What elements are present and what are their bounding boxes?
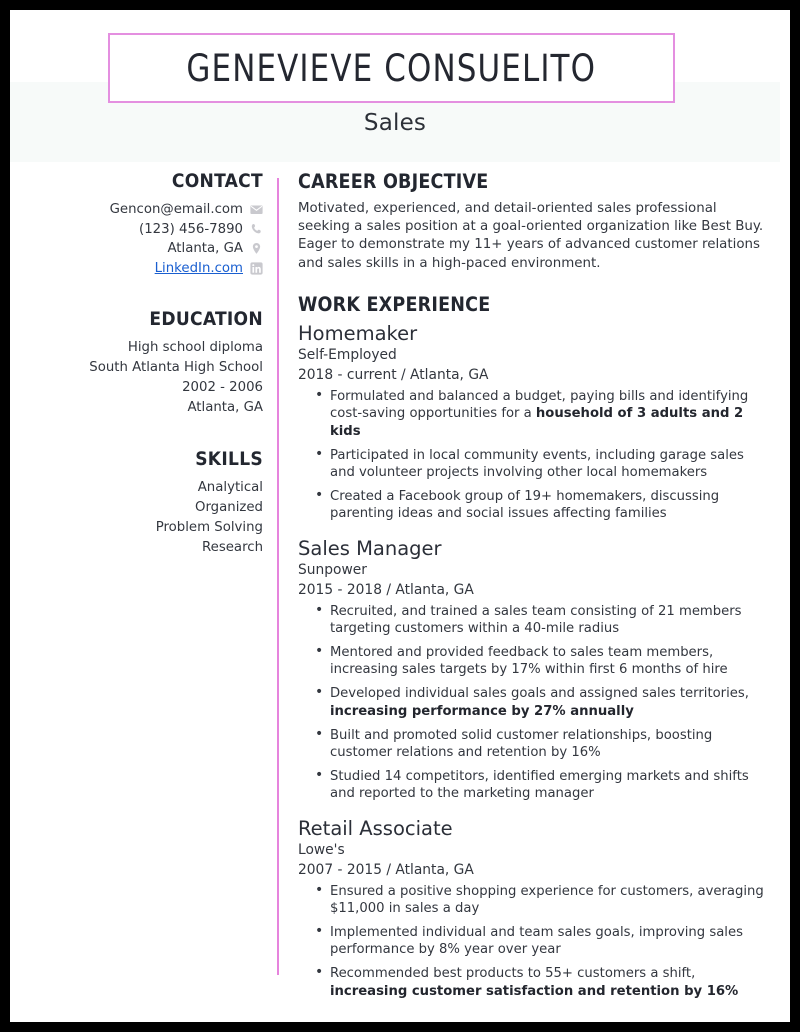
job-bullet: • Built and promoted solid customer relationships, boosting customer relations and retention by 16% xyxy=(298,727,768,762)
education-line: South Atlanta High School xyxy=(89,360,263,375)
contact-location-text: Atlanta, GA xyxy=(167,241,243,256)
contact-item-linkedin[interactable] xyxy=(10,259,263,279)
contact-item-email xyxy=(10,200,263,220)
career-objective-heading: CAREER OBJECTIVE xyxy=(298,170,489,193)
job-entry xyxy=(298,536,768,803)
envelope-icon xyxy=(250,203,263,216)
contact-heading: CONTACT xyxy=(171,170,263,192)
resume-body xyxy=(10,170,780,1022)
job-dates-location: 2018 - current / Atlanta, GA xyxy=(298,366,489,383)
education-line: 2002 - 2006 xyxy=(182,380,263,395)
contact-section xyxy=(10,170,263,278)
job-title: Retail Associate xyxy=(298,816,453,840)
job-title: Homemaker xyxy=(298,321,418,345)
education-line: High school diploma xyxy=(127,340,263,355)
job-bullet-list xyxy=(298,388,768,523)
job-entry xyxy=(298,321,768,523)
name-box xyxy=(108,33,675,103)
job-bullet: • Recruited, and trained a sales team consisting of 21 members targeting customers within a 40-mile radius xyxy=(298,603,768,638)
contact-item-location xyxy=(10,239,263,259)
job-bullet: • Ensured a positive shopping experience for customers, averaging $11,000 in sales a day xyxy=(298,883,768,918)
job-bullet: • Mentored and provided feedback to sales team members, increasing sales targets by 17% within first 6 months of hire xyxy=(298,644,768,679)
job-bullet-list xyxy=(298,883,768,1000)
header-job-title: Sales xyxy=(363,110,427,136)
job-employer: Self-Employed xyxy=(298,346,397,363)
phone-icon xyxy=(250,223,263,236)
job-title: Sales Manager xyxy=(298,536,442,560)
resume-page xyxy=(10,10,790,1022)
skill-item: Problem Solving xyxy=(155,520,263,535)
sidebar xyxy=(10,170,263,558)
job-bullet: • Implemented individual and team sales goals, improving sales performance by 8% year over year xyxy=(298,924,768,959)
job-dates-location: 2007 - 2015 / Atlanta, GA xyxy=(298,861,474,878)
column-divider xyxy=(277,178,279,975)
education-section xyxy=(10,308,263,418)
linkedin-icon[interactable] xyxy=(250,262,263,275)
job-employer: Lowe's xyxy=(298,841,345,858)
job-list xyxy=(298,321,768,1000)
job-bullet: • Studied 14 competitors, identified emerging markets and shifts and reported to the marketing manager xyxy=(298,768,768,803)
location-pin-icon xyxy=(250,242,263,255)
linkedin-link[interactable]: LinkedIn.com xyxy=(154,260,243,276)
career-objective-section xyxy=(298,170,768,273)
career-objective-text: Motivated, experienced, and detail-oriented sales professional seeking a sales position at a goal-oriented organization like Best Buy. Eager to demonstrate my 11+ years of advanced customer relations and sales skills in a high-paced environment. xyxy=(298,201,764,271)
job-entry xyxy=(298,816,768,1000)
skill-item: Research xyxy=(202,540,263,555)
job-bullet: • Created a Facebook group of 19+ homemakers, discussing parenting ideas and social issues affecting families xyxy=(298,488,768,523)
skills-heading: SKILLS xyxy=(195,448,263,470)
skill-item: Organized xyxy=(194,500,263,515)
job-dates-location: 2015 - 2018 / Atlanta, GA xyxy=(298,581,474,598)
contact-phone-text: (123) 456-7890 xyxy=(139,221,243,237)
main-content xyxy=(298,170,768,1013)
work-experience-heading: WORK EXPERIENCE xyxy=(298,292,491,316)
page-title: GENEVIEVE CONSUELITO xyxy=(186,46,597,90)
job-employer: Sunpower xyxy=(298,561,367,578)
contact-email-text: Gencon@email.com xyxy=(109,202,243,217)
skill-item: Analytical xyxy=(197,480,263,495)
contact-item-phone xyxy=(10,220,263,240)
skills-section xyxy=(10,448,263,558)
job-bullet: • Recommended best products to 55+ customers a shift, increasing customer satisfaction and retention by 16% xyxy=(298,965,768,1000)
job-bullet-list xyxy=(298,603,768,803)
job-bullet: • Formulated and balanced a budget, paying bills and identifying cost-saving opportunities for a household of 3 adults and 2 kids xyxy=(298,388,768,440)
work-experience-section xyxy=(298,293,768,1000)
job-bullet: • Participated in local community events, including garage sales and volunteer projects involving other local homemakers xyxy=(298,447,768,482)
job-bullet: • Developed individual sales goals and assigned sales territories, increasing performance by 27% annually xyxy=(298,685,768,720)
education-line: Atlanta, GA xyxy=(187,400,263,415)
education-heading: EDUCATION xyxy=(149,308,263,330)
